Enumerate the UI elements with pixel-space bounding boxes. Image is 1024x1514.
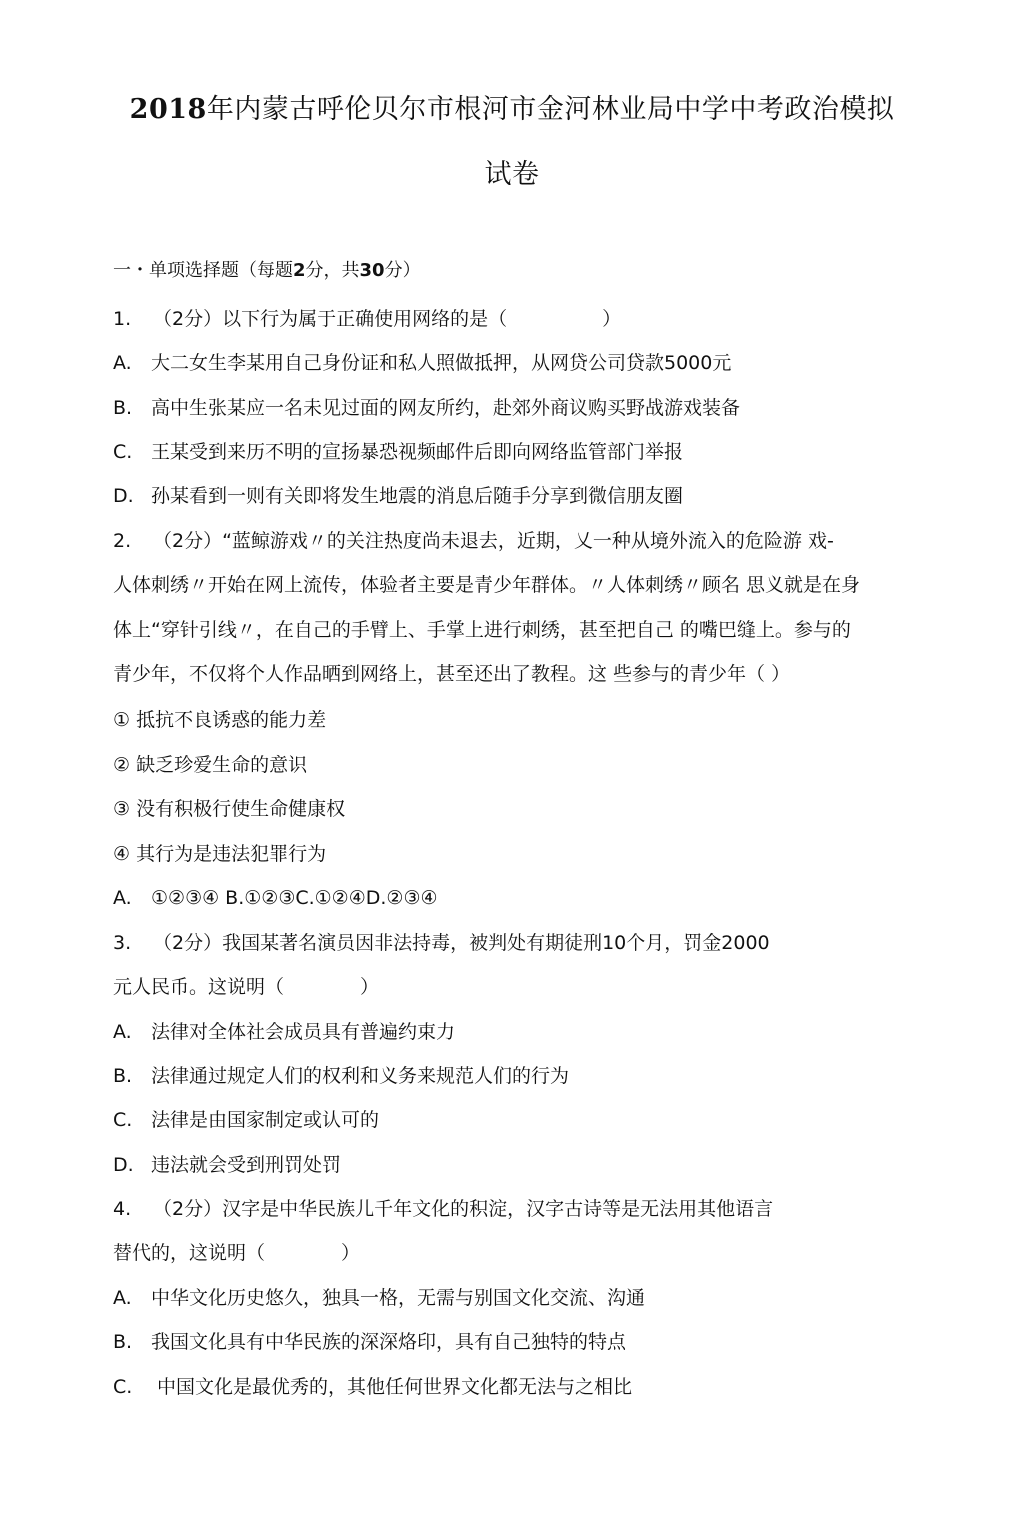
option-text: 高中生张某应一名未见过面的网友所约，赴郊外商议购买野战游戏装备 bbox=[151, 397, 741, 419]
option-text: 我国文化具有中华民族的深深烙印，具有自己独特的特点 bbox=[151, 1331, 627, 1353]
option-letter: A. bbox=[113, 887, 132, 909]
question-3-stem-line-1 bbox=[113, 929, 770, 957]
question-text: （2分）“蓝鲸游戏〃的关注热度尚未退去，近期，乂一种从境外流入的危险游 戏- bbox=[153, 530, 834, 552]
option-text: 王某受到来历不明的宣扬暴恐视频邮件后即向网络监管部门举报 bbox=[151, 441, 684, 463]
question-4-option-a bbox=[113, 1284, 645, 1312]
option-letter: C. bbox=[113, 441, 133, 463]
question-number: 3. bbox=[113, 932, 132, 954]
question-2-stem-line-2: 人体刺绣〃开始在网上流传，体验者主要是青少年群体。〃人体刺绣〃顾名 思义就是在身 bbox=[113, 574, 861, 596]
question-4-option-b bbox=[113, 1328, 626, 1356]
section-points-each: 2 bbox=[293, 260, 306, 281]
question-3-stem-line-2: 元人民币。这说明（ ） bbox=[113, 976, 380, 998]
option-text: 中国文化是最优秀的，其他任何世界文化都无法与之相比 bbox=[151, 1376, 633, 1398]
question-text: （2分）汉字是中华民族儿千年文化的积淀，汉字古诗等是无法用其他语言 bbox=[153, 1198, 774, 1220]
question-number: 2. bbox=[113, 530, 132, 552]
option-letter: B. bbox=[113, 1065, 133, 1087]
option-text: 法律通过规定人们的权利和义务来规范人们的行为 bbox=[151, 1065, 570, 1087]
section-suffix: 分） bbox=[384, 260, 421, 281]
option-letter: A. bbox=[113, 1287, 132, 1309]
option-text: 法律对全体社会成员具有普遍约束力 bbox=[151, 1021, 456, 1043]
question-2-stem-line-1 bbox=[113, 527, 834, 555]
question-1-option-d bbox=[113, 482, 683, 510]
question-3-option-a bbox=[113, 1018, 455, 1046]
question-2-stem-line-3: 体上“穿针引线〃，在自己的手臂上、手掌上进行刺绣，甚至把自己 的嘴巴缝上。参与的 bbox=[113, 619, 851, 641]
option-text: 法律是由国家制定或认可的 bbox=[151, 1109, 380, 1131]
option-letter: B. bbox=[113, 1331, 133, 1353]
exam-title-line2: 试卷 bbox=[484, 159, 540, 190]
section-mid: 分，共 bbox=[305, 260, 360, 281]
question-3-option-b bbox=[113, 1062, 569, 1090]
title-year: 2018 bbox=[129, 94, 207, 125]
question-3-option-c bbox=[113, 1106, 379, 1134]
question-2-stem-line-4: 青少年，不仅将个人作品晒到网络上，甚至还出了教程。这 些参与的青少年（ ） bbox=[113, 663, 791, 685]
question-1-option-a bbox=[113, 349, 731, 377]
question-4-stem-line-1 bbox=[113, 1195, 773, 1223]
option-text: ①②③④ B.①②③C.①②④D.②③④ bbox=[151, 887, 438, 909]
question-1-option-c bbox=[113, 438, 683, 466]
option-letter: A. bbox=[113, 352, 132, 374]
option-letter: A. bbox=[113, 1021, 132, 1043]
question-text: （2分）我国某著名演员因非法持毒，被判处有期徒刑10个月，罚金2000 bbox=[153, 932, 770, 954]
question-1-option-b bbox=[113, 394, 740, 422]
option-letter: C. bbox=[113, 1109, 133, 1131]
question-number: 1. bbox=[113, 308, 132, 330]
question-2-statement-3: ③ 没有积极行使生命健康权 bbox=[113, 798, 346, 820]
question-3-option-d bbox=[113, 1151, 341, 1179]
option-text: 违法就会受到刑罚处罚 bbox=[151, 1154, 342, 1176]
option-letter: C. bbox=[113, 1376, 133, 1398]
question-text: （2分）以下行为属于正确使用网络的是（ ） bbox=[153, 308, 622, 330]
section-total: 30 bbox=[359, 260, 385, 281]
question-2-statement-1: ① 抵抗不良诱惑的能力差 bbox=[113, 709, 327, 731]
option-letter: D. bbox=[113, 1154, 134, 1176]
title-text: 年内蒙古呼伦贝尔市根河市金河林业局中学中考政治模拟 bbox=[206, 94, 895, 125]
section-prefix: 一・单项选择题（每题 bbox=[113, 260, 293, 281]
question-2-statement-4: ④ 其行为是违法犯罪行为 bbox=[113, 843, 327, 865]
exam-title-line1 bbox=[60, 92, 964, 128]
option-letter: B. bbox=[113, 397, 133, 419]
question-2-answer-choices bbox=[113, 884, 438, 912]
option-letter: D. bbox=[113, 485, 134, 507]
question-4-option-c bbox=[113, 1373, 632, 1401]
option-text: 孙某看到一则有关即将发生地震的消息后随手分享到微信朋友圈 bbox=[151, 485, 684, 507]
question-number: 4. bbox=[113, 1198, 132, 1220]
question-2-statement-2: ② 缺乏珍爱生命的意识 bbox=[113, 754, 308, 776]
question-1-stem bbox=[113, 305, 621, 333]
section-heading bbox=[113, 257, 421, 285]
question-4-stem-line-2: 替代的，这说明（ ） bbox=[113, 1242, 361, 1264]
option-text: 大二女生李某用自己身份证和私人照做抵押，从网贷公司贷款5000元 bbox=[151, 352, 732, 374]
option-text: 中华文化历史悠久，独具一格，无需与别国文化交流、沟通 bbox=[151, 1287, 646, 1309]
